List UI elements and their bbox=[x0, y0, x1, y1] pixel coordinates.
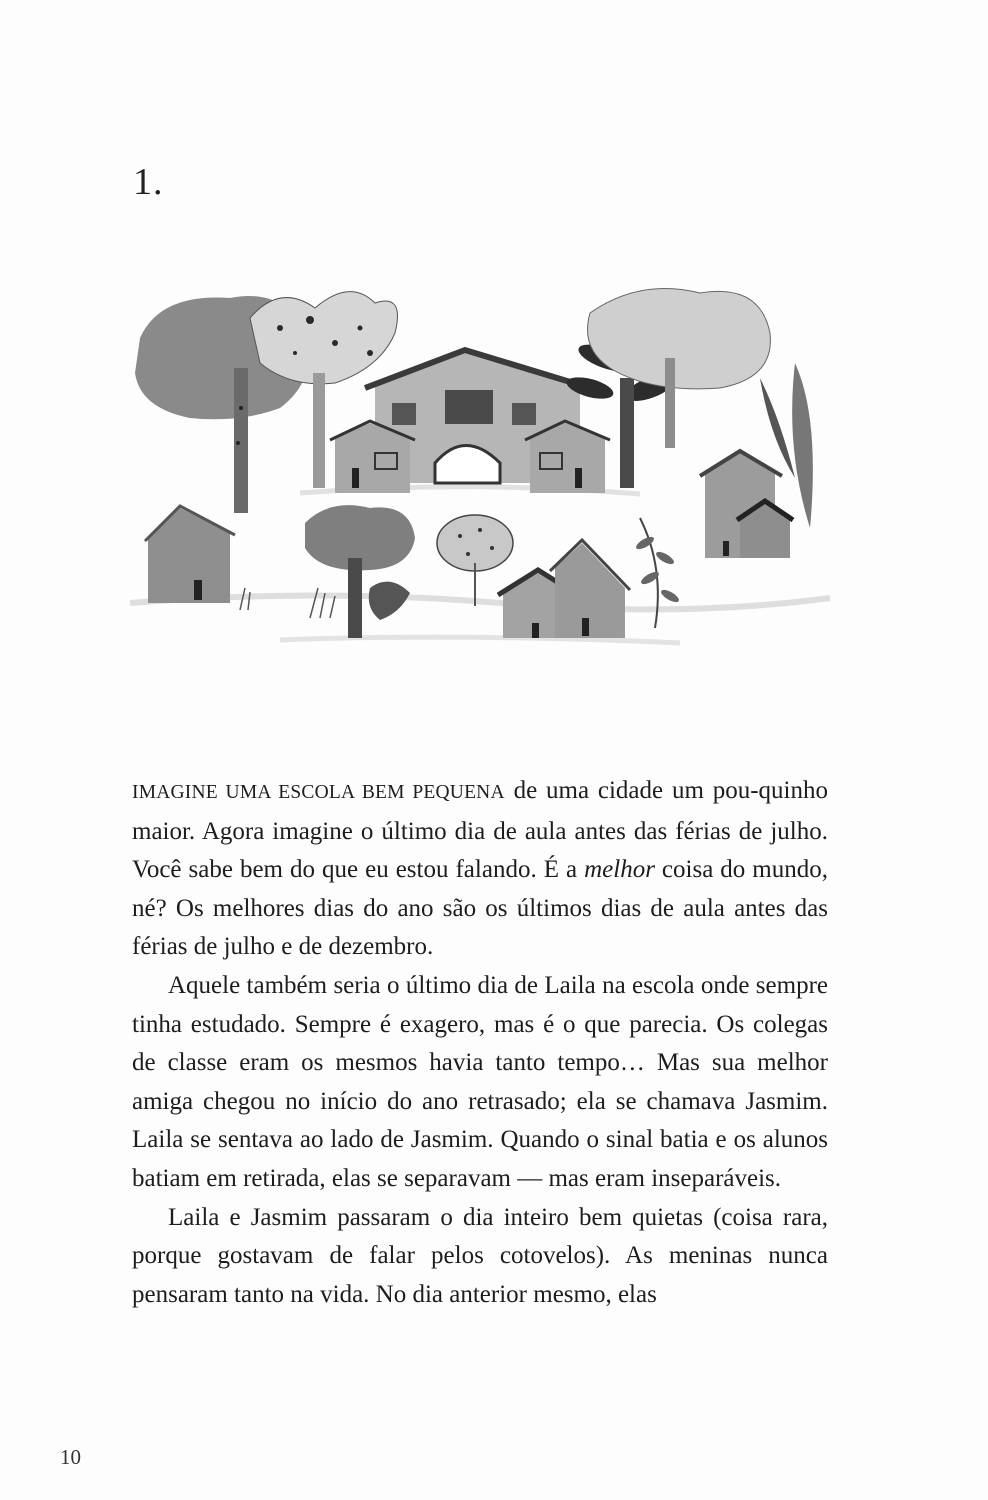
chapter-number: 1. bbox=[133, 161, 164, 203]
paragraph-lead-smallcaps: IMAGINE UMA ESCOLA BEM PEQUENA bbox=[132, 782, 505, 803]
paragraph-3: Laila e Jasmim passaram o dia inteiro bem quietas (coisa rara, porque gostavam de falar pelos cotovelos). As meninas nunca pensaram tanto na vida. No dia anterior mesmo, elas bbox=[132, 1203, 828, 1308]
emphasis-word: melhor bbox=[584, 856, 655, 884]
page-number: 10 bbox=[60, 1445, 81, 1469]
paragraph-2: Aquele também seria o último dia de Laila na escola onde sempre tinha estudado. Sempre é exagero, mas é o que parecia. Os colegas de classe eram os mesmos havia tanto tempo… Mas sua melhor amiga chegou no início do ano retrasado; ela se chamava Jasmim. Laila se sentava ao lado de Jasmim. Quando o sinal batia e os alunos batiam em retirada, elas se separavam — mas eram inseparáveis. bbox=[132, 971, 828, 1192]
paragraph-1-text-a: de uma cidade um pou-quinho maior. Agora imagine o último dia de aula antes das férias de julho. Você sabe bem do que eu estou falando. É a bbox=[132, 777, 828, 884]
village-illustration-icon bbox=[120, 258, 840, 668]
paragraph-1 bbox=[132, 772, 828, 967]
paragraph-1-text-b: coisa do mundo, né? Os melhores dias do ano são os últimos dias de aula antes das férias de julho e de dezembro. bbox=[132, 856, 828, 961]
chapter-text bbox=[132, 772, 828, 1314]
